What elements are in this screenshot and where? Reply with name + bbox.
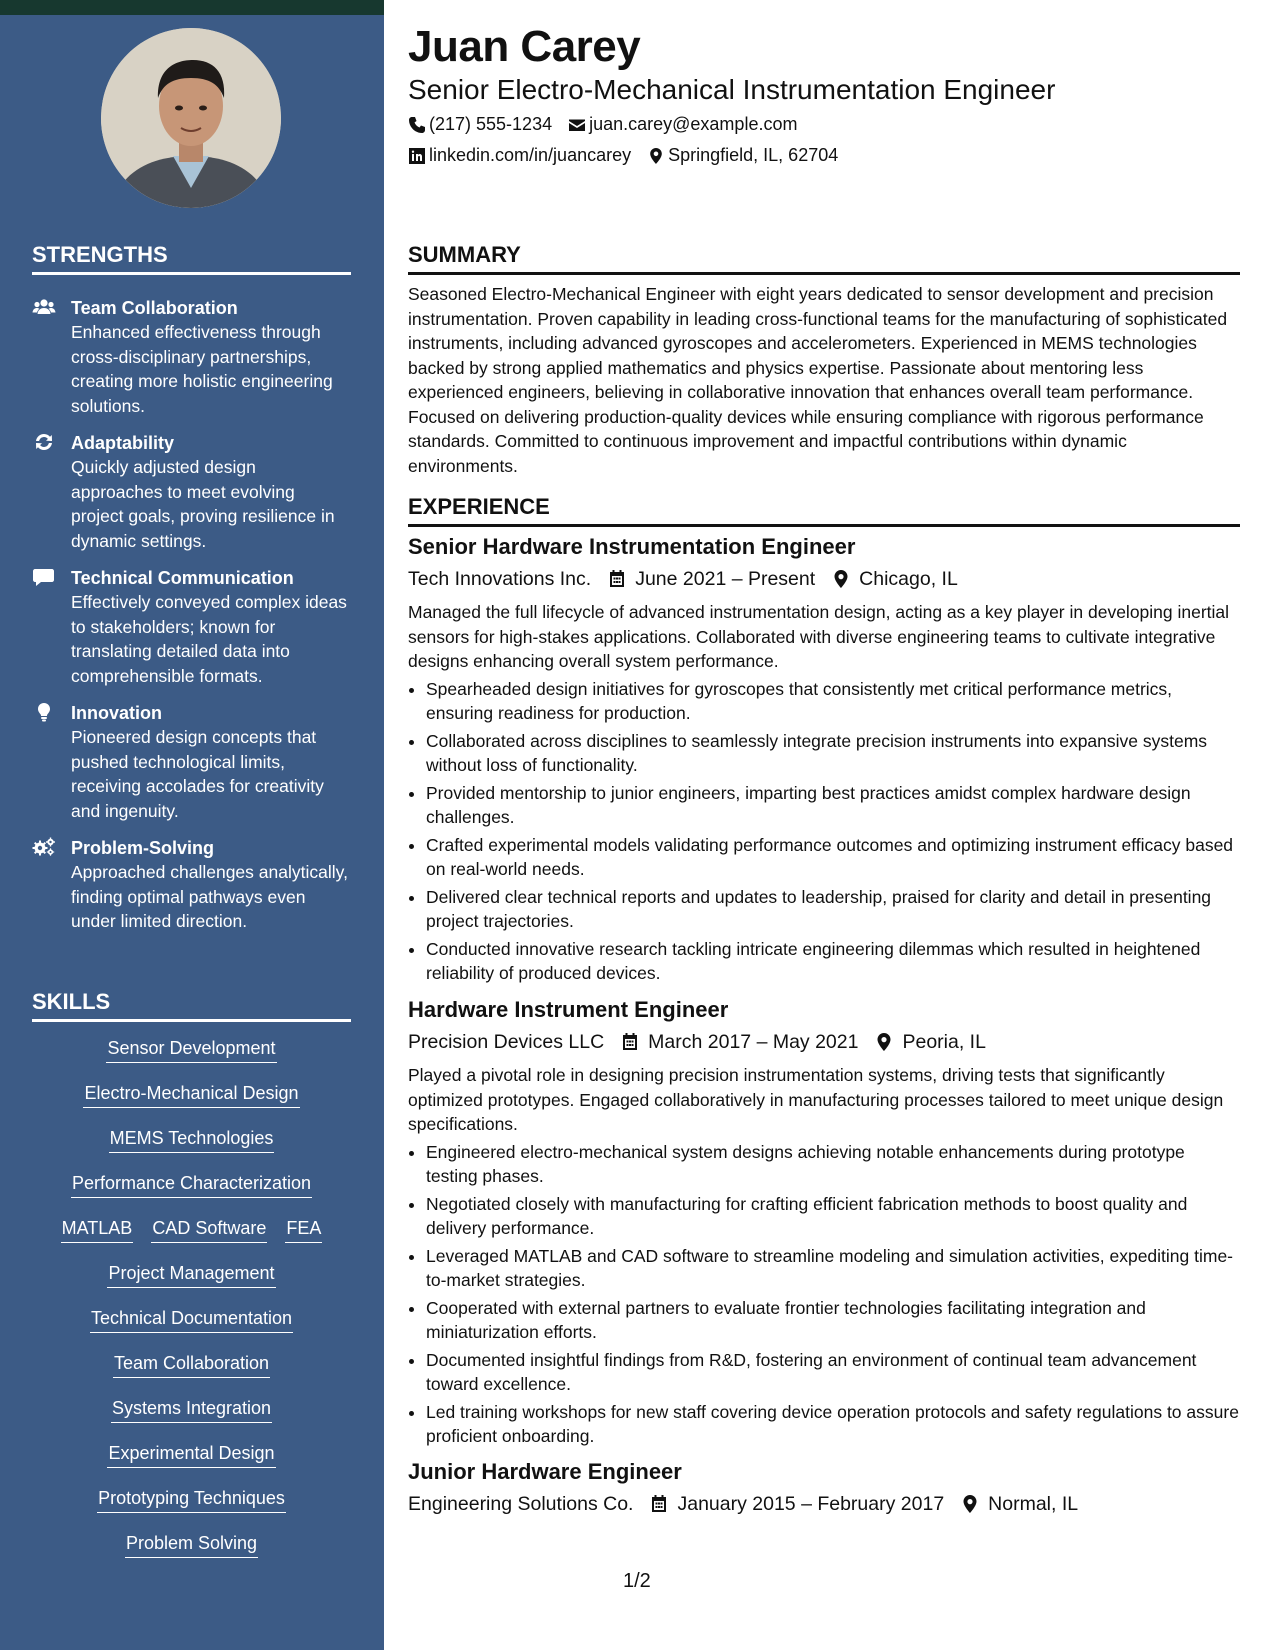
lightbulb-icon xyxy=(32,702,56,722)
list-item: • Documented insightful findings from R&D, fostering an environment of continual team advancement toward excellence. xyxy=(426,1348,1240,1397)
candidate-name: Juan Carey xyxy=(408,22,641,71)
profile-photo xyxy=(101,28,281,208)
strength-item xyxy=(32,701,352,823)
strength-description: Effectively conveyed complex ideas to stakeholders; known for translating detailed data into comprehensible formats. xyxy=(71,592,347,686)
linkedin-text: linkedin.com/in/juancarey xyxy=(429,145,632,165)
job-description: Managed the full lifecycle of advanced instrumentation design, acting as a key player in developing inertial sensors for high-stakes applications. Collaborated with diverse engineering teams to cultivate integrative designs enhancing overall system performance. xyxy=(408,602,1230,671)
strength-item xyxy=(32,431,352,553)
skills-list xyxy=(32,1036,351,1576)
strength-title: Adaptability xyxy=(71,433,175,453)
list-item: • Spearheaded design initiatives for gyroscopes that consistently met critical performance metrics, ensuring readiness for production. xyxy=(426,677,1240,726)
gears-icon xyxy=(32,837,56,857)
contact-row xyxy=(408,114,813,135)
job-bullets xyxy=(408,1140,1240,1449)
map-pin-icon xyxy=(874,1032,894,1052)
list-item: • Cooperated with external partners to evaluate frontier technologies facilitating integration and miniaturization efforts. xyxy=(426,1296,1240,1345)
skill-tag: Experimental Design xyxy=(107,1441,275,1468)
strength-item xyxy=(32,566,352,688)
skill-tag: CAD Software xyxy=(151,1216,267,1243)
phone-icon xyxy=(408,116,426,134)
job-title: Hardware Instrument Engineer xyxy=(408,997,729,1022)
list-item: • Led training workshops for new staff covering device operation protocols and safety regulations to assure proficient onboarding. xyxy=(426,1400,1240,1449)
strength-title: Problem-Solving xyxy=(71,838,215,858)
skill-tag: Problem Solving xyxy=(125,1531,258,1558)
calendar-icon xyxy=(649,1494,669,1514)
calendar-icon xyxy=(607,569,627,589)
skill-tag: Technical Documentation xyxy=(90,1306,293,1333)
job-dates: January 2015 – February 2017 xyxy=(677,1493,945,1515)
sync-icon xyxy=(32,432,56,452)
comment-icon xyxy=(32,567,56,587)
linkedin-contact[interactable] xyxy=(408,145,631,166)
location-contact xyxy=(647,145,838,166)
email-text: juan.carey@example.com xyxy=(589,114,798,134)
job-location: Peoria, IL xyxy=(902,1031,986,1053)
list-item: • Collaborated across disciplines to seamlessly integrate precision instruments into expansive systems without loss of functionality. xyxy=(426,729,1240,778)
job-location: Normal, IL xyxy=(988,1493,1079,1515)
skill-tag: Project Management xyxy=(107,1261,275,1288)
list-item: • Conducted innovative research tackling intricate engineering dilemmas which resulted in heightened reliability of produced devices. xyxy=(426,937,1240,986)
strength-item xyxy=(32,296,352,418)
map-pin-icon xyxy=(647,147,665,165)
strengths-heading: STRENGTHS xyxy=(32,242,351,275)
strength-description: Pioneered design concepts that pushed technological limits, receiving accolades for creativity and ingenuity. xyxy=(71,727,324,821)
page-number: 1/2 xyxy=(623,1570,651,1592)
job-entry xyxy=(408,1458,1240,1519)
candidate-title: Senior Electro-Mechanical Instrumentation Engineer xyxy=(408,74,1056,105)
strength-description: Approached challenges analytically, finding optimal pathways even under limited direction. xyxy=(71,862,348,931)
job-company: Tech Innovations Inc. xyxy=(408,568,592,590)
linkedin-icon xyxy=(408,147,426,165)
skill-tag: Systems Integration xyxy=(111,1396,272,1423)
job-description: Played a pivotal role in designing precision instrumentation systems, driving tests that significantly optimized prototypes. Engaged collaboratively in manufacturing processes tailored to meet unique design specifications. xyxy=(408,1065,1224,1134)
job-entry xyxy=(408,533,1240,989)
map-pin-icon xyxy=(960,1494,980,1514)
contact-row xyxy=(408,145,854,166)
job-bullets xyxy=(408,677,1240,986)
strength-title: Team Collaboration xyxy=(71,298,238,318)
summary-text: Seasoned Electro-Mechanical Engineer with eight years dedicated to sensor development and precision instrumentation. Proven capability in leading cross-functional teams for the manufacturing of sophisticated instruments, including advanced gyroscopes and accelerometers. Experienced in MEMS technologies backed by strong applied mathematics and physics expertise. Passionate about mentoring less experienced engineers, believing in collaborative innovation that enhances overall team performance. Focused on delivering production-quality devices while ensuring compliance with rigorous performance standards. Committed to continuous improvement and impactful contributions within dynamic environments. xyxy=(408,284,1228,476)
skill-tag: Team Collaboration xyxy=(113,1351,270,1378)
strength-title: Innovation xyxy=(71,703,162,723)
summary-heading: SUMMARY xyxy=(408,242,1240,275)
list-item: • Engineered electro-mechanical system designs achieving notable enhancements during prototype testing phases. xyxy=(426,1140,1240,1189)
list-item: • Negotiated closely with manufacturing for crafting efficient fabrication methods to boost quality and delivery performance. xyxy=(426,1192,1240,1241)
list-item: • Provided mentorship to junior engineers, imparting best practices amidst complex hardware design challenges. xyxy=(426,781,1240,830)
job-meta xyxy=(408,564,1240,594)
calendar-icon xyxy=(620,1032,640,1052)
strength-description: Quickly adjusted design approaches to meet evolving project goals, proving resilience in dynamic settings. xyxy=(71,457,335,551)
experience-heading: EXPERIENCE xyxy=(408,494,1240,527)
job-meta xyxy=(408,1027,1240,1057)
job-meta xyxy=(408,1489,1240,1519)
sidebar-top-band xyxy=(0,0,384,15)
strengths-list xyxy=(32,296,352,947)
map-pin-icon xyxy=(831,569,851,589)
skill-tag: FEA xyxy=(285,1216,322,1243)
skill-tag: MEMS Technologies xyxy=(109,1126,275,1153)
job-location: Chicago, IL xyxy=(859,568,958,590)
job-entry xyxy=(408,996,1240,1452)
email-contact[interactable] xyxy=(568,114,797,135)
users-icon xyxy=(32,297,56,317)
skills-heading: SKILLS xyxy=(32,989,351,1022)
skill-tag: MATLAB xyxy=(61,1216,134,1243)
skill-tag: Sensor Development xyxy=(106,1036,276,1063)
strength-title: Technical Communication xyxy=(71,568,294,588)
skill-tag: Performance Characterization xyxy=(71,1171,312,1198)
strength-description: Enhanced effectiveness through cross-disciplinary partnerships, creating more holistic engineering solutions. xyxy=(71,322,333,416)
skill-tag: Prototyping Techniques xyxy=(97,1486,286,1513)
job-company: Precision Devices LLC xyxy=(408,1031,605,1053)
strength-item xyxy=(32,836,352,934)
envelope-icon xyxy=(568,116,586,134)
skill-tag: Electro-Mechanical Design xyxy=(83,1081,299,1108)
job-company: Engineering Solutions Co. xyxy=(408,1493,634,1515)
list-item: • Leveraged MATLAB and CAD software to streamline modeling and simulation activities, expediting time-to-market strategies. xyxy=(426,1244,1240,1293)
job-dates: June 2021 – Present xyxy=(635,568,816,590)
job-title: Senior Hardware Instrumentation Engineer xyxy=(408,534,856,559)
phone-contact[interactable] xyxy=(408,114,552,135)
job-dates: March 2017 – May 2021 xyxy=(648,1031,859,1053)
list-item: • Crafted experimental models validating performance outcomes and optimizing instrument efficacy based on real-world needs. xyxy=(426,833,1240,882)
list-item: • Delivered clear technical reports and updates to leadership, praised for clarity and detail in presenting project trajectories. xyxy=(426,885,1240,934)
job-title: Junior Hardware Engineer xyxy=(408,1459,682,1484)
location-text: Springfield, IL, 62704 xyxy=(668,145,839,165)
phone-text: (217) 555-1234 xyxy=(429,114,553,134)
